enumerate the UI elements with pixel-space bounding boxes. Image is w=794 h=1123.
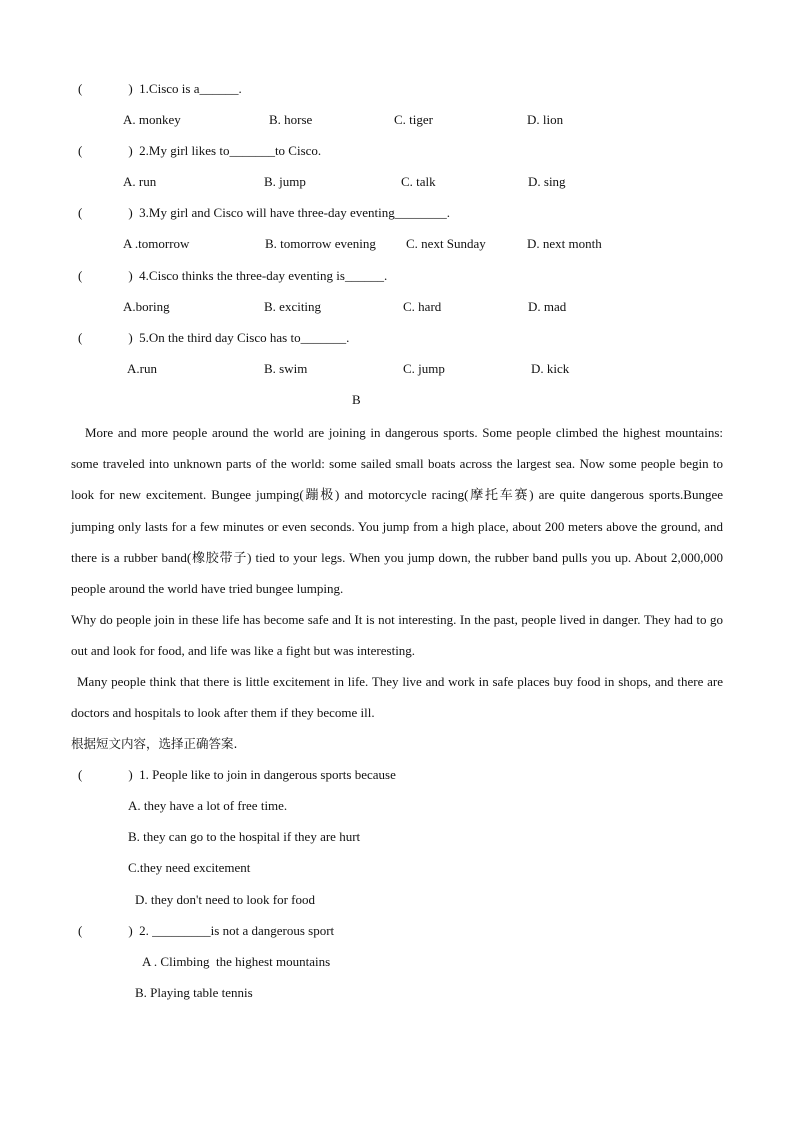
option-b[interactable]: B. tomorrow evening xyxy=(265,236,376,251)
question-a3-prompt: ) 3.My girl and Cisco will have three-day eventing________. xyxy=(128,205,451,220)
option-c[interactable]: C. next Sunday xyxy=(406,236,486,251)
option-b[interactable]: B. horse xyxy=(269,112,313,127)
option-a[interactable]: A.boring xyxy=(123,299,170,314)
question-b2-prompt: ) 2. _________is not a dangerous sport xyxy=(128,923,335,938)
option-c[interactable]: C. talk xyxy=(401,174,436,189)
question-a3: ( ) 3.My girl and Cisco will have three-day eventing________. xyxy=(78,205,451,220)
question-b1: ( ) 1. People like to join in dangerous sports because xyxy=(78,767,396,782)
option-c[interactable]: C. hard xyxy=(403,299,442,314)
option-b[interactable]: B. exciting xyxy=(264,299,322,314)
option-a[interactable]: A. monkey xyxy=(123,112,181,127)
option-a[interactable]: A. they have a lot of free time. xyxy=(128,798,288,813)
question-a3-options xyxy=(0,236,794,252)
passage-paragraph-3: Many people think that there is little excitement in life. They live and work in safe places buy food in shops, and there are doctors and hospitals to look after them if they become ill. xyxy=(71,674,723,721)
option-b[interactable]: B. jump xyxy=(264,174,306,189)
option-d[interactable]: D. next month xyxy=(527,236,602,251)
passage-paragraph-1: More and more people around the world are joining in dangerous sports. Some people climbed the highest mountains: some traveled into unknown parts of the world: some sailed small boats across the largest sea. Now some people begin to look for new excitement. Bungee jumping(蹦极) and motorcycle racing(摩托车赛) are quite dangerous sports.Bungee jumping only lasts for a few minutes or even seconds. You jump from a high place, about 200 meters above the ground, and there is a rubber band(橡胶带子) tied to your legs. When you jump down, the rubber band pulls you up. About 2,000,000 people around the world have tried bungee lumping. xyxy=(71,425,723,597)
option-a[interactable]: A. run xyxy=(123,174,157,189)
question-a5-options xyxy=(0,361,794,377)
option-c[interactable]: C. tiger xyxy=(394,112,433,127)
option-d[interactable]: D. they don't need to look for food xyxy=(135,892,315,907)
option-d[interactable]: D. lion xyxy=(527,112,564,127)
question-a2-options xyxy=(0,174,794,190)
option-a[interactable]: A .tomorrow xyxy=(123,236,190,251)
option-d[interactable]: D. sing xyxy=(528,174,566,189)
option-d[interactable]: D. kick xyxy=(531,361,570,376)
question-a2: ( ) 2.My girl likes to_______to Cisco. xyxy=(78,143,322,158)
passage-paragraph-2: Why do people join in these life has become safe and It is not interesting. In the past, people lived in danger. They had to go out and look for food, and life was like a fight but was interesting. xyxy=(71,612,723,659)
option-c[interactable]: C.they need excitement xyxy=(128,860,251,875)
section-b-heading: B xyxy=(352,392,361,407)
option-b[interactable]: B. they can go to the hospital if they are hurt xyxy=(128,829,361,844)
question-b2: ( ) 2. _________is not a dangerous sport xyxy=(78,923,335,938)
question-a4-prompt: ) 4.Cisco thinks the three-day eventing is______. xyxy=(128,268,388,283)
question-a2-prompt: ) 2.My girl likes to_______to Cisco. xyxy=(128,143,322,158)
question-a1: ( ) 1.Cisco is a______. xyxy=(78,81,242,96)
question-a1-options xyxy=(0,112,794,128)
option-c[interactable]: C. jump xyxy=(403,361,445,376)
question-a5: ( ) 5.On the third day Cisco has to_______. xyxy=(78,330,350,345)
instruction: 根据短文内容，选择正确答案. xyxy=(71,736,238,751)
option-b[interactable]: B. Playing table tennis xyxy=(135,985,253,1000)
option-b[interactable]: B. swim xyxy=(264,361,308,376)
question-a5-prompt: ) 5.On the third day Cisco has to_______. xyxy=(128,330,350,345)
question-b1-prompt: ) 1. People like to join in dangerous sports because xyxy=(128,767,396,782)
question-a4: ( ) 4.Cisco thinks the three-day eventing is______. xyxy=(78,268,388,283)
question-a1-prompt: ) 1.Cisco is a______. xyxy=(128,81,242,96)
option-d[interactable]: D. mad xyxy=(528,299,567,314)
option-a[interactable]: A . Climbing the highest mountains xyxy=(142,954,331,969)
option-a[interactable]: A.run xyxy=(127,361,157,376)
question-a4-options xyxy=(0,299,794,315)
